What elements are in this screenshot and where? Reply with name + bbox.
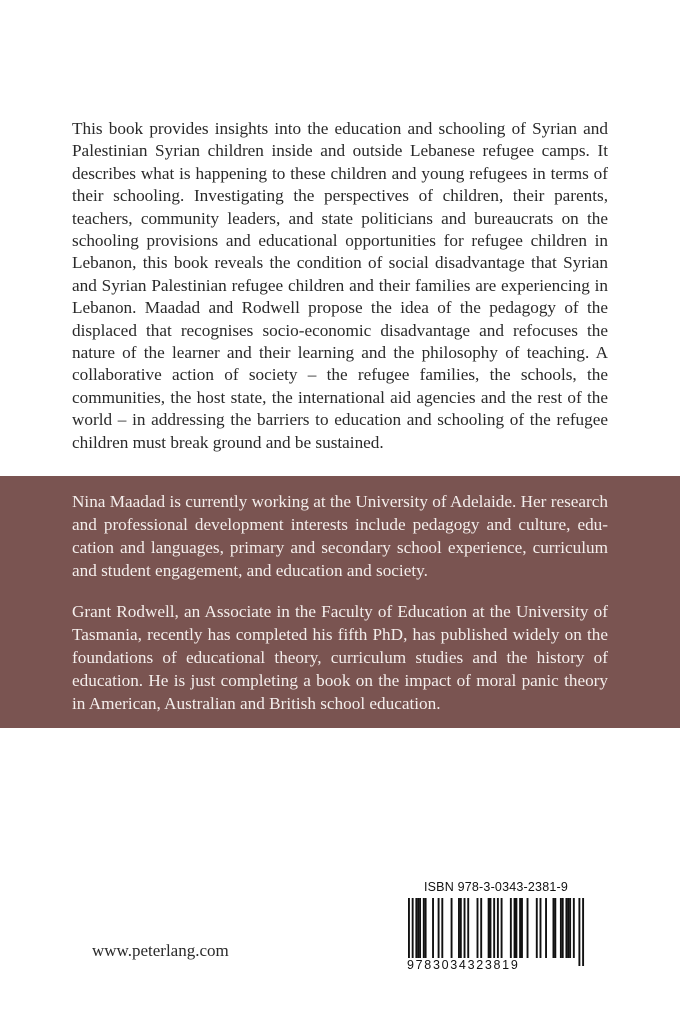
barcode-bar <box>560 898 562 958</box>
author-bio-band <box>0 476 680 728</box>
barcode-digits: 9783034323819 <box>407 958 520 972</box>
barcode-bar <box>419 898 421 958</box>
barcode-bar <box>553 898 555 958</box>
barcode-bar <box>423 898 425 958</box>
barcode-bar <box>451 898 453 958</box>
barcode-bar <box>510 898 512 958</box>
barcode-bar <box>488 898 490 958</box>
isbn-label: ISBN 978-3-0343-2381-9 <box>423 880 569 894</box>
book-blurb: This book provides insights into the education and schooling of Syrian and Palestinian Syrian children inside and outside Lebanese refugee camps. It describes what is happening to these children and young refugees in terms of their schooling. Investigating the perspectives of children, their parents, teachers, community leaders, and state politicians and bureaucrats on the schooling provisions and educational opportunities for refugee children in Lebanon, this book reveals the condition of social disadvantage that Syrian and Syrian Palestinian refugee children and their families are experiencing in Lebanon. Maadad and Rodwell propose the idea of the pedagogy of the displaced that recognises socio-economic disadvantage and refocuses the nature of the learner and their learning and the philosophy of teaching. A collaborative action of society – the refugee families, the schools, the communities, the host state, the international aid agencies and the rest of the world – in addressing the barriers to education and schooling of the refugee children must break ground and be sustained. <box>72 119 608 452</box>
author-bio-rodwell: Grant Rodwell, an Associate in the Faculty of Education at the University of Tasmania, recently has completed his fifth PhD, has published widely on the foundations of educational theory, curriculum studies and the history of education. He is just completing a book on the impact of moral panic theory in American, Australian and British school education. <box>72 602 608 713</box>
barcode-bar <box>480 898 482 958</box>
barcode-bar <box>562 898 564 958</box>
barcode-bar <box>582 898 584 966</box>
barcode-bar <box>408 898 410 966</box>
barcode-bar <box>545 898 547 958</box>
barcode-bar <box>527 898 529 958</box>
barcode-bar <box>514 898 516 958</box>
barcode-bar <box>573 898 575 958</box>
author-bio-maadad: Nina Maadad is currently working at the University of Adelaide. Her research and professional development interests include pedagogy and culture, education and languages, primary and secondary school experience, curriculum and student engagement, and education and society. <box>72 492 608 580</box>
barcode-bar <box>458 898 460 958</box>
barcode-bar <box>464 898 466 958</box>
barcode-bar <box>412 898 414 966</box>
barcode-bar <box>490 898 492 958</box>
barcode-bar <box>565 898 567 958</box>
barcode-bar <box>493 898 495 966</box>
barcode-bar <box>477 898 479 958</box>
barcode-bar <box>567 898 569 958</box>
barcode-bar <box>578 898 580 966</box>
isbn-barcode <box>406 880 586 976</box>
barcode-bar <box>497 898 499 966</box>
barcode-bar <box>467 898 469 958</box>
barcode-bar <box>554 898 556 958</box>
barcode-bar <box>515 898 517 958</box>
barcode-bar <box>425 898 427 958</box>
barcode-bar <box>501 898 503 958</box>
barcode-bar <box>441 898 443 958</box>
barcode-bar <box>432 898 434 958</box>
barcode-bar <box>417 898 419 958</box>
barcode-bar <box>569 898 571 958</box>
barcode-bar <box>536 898 538 958</box>
barcode-bar <box>521 898 523 958</box>
publisher-url: www.peterlang.com <box>92 941 229 960</box>
barcode-bar <box>460 898 462 958</box>
barcode-bar <box>519 898 521 958</box>
barcode-bar <box>540 898 542 958</box>
barcode-bar <box>438 898 440 958</box>
barcode-bar <box>415 898 417 958</box>
